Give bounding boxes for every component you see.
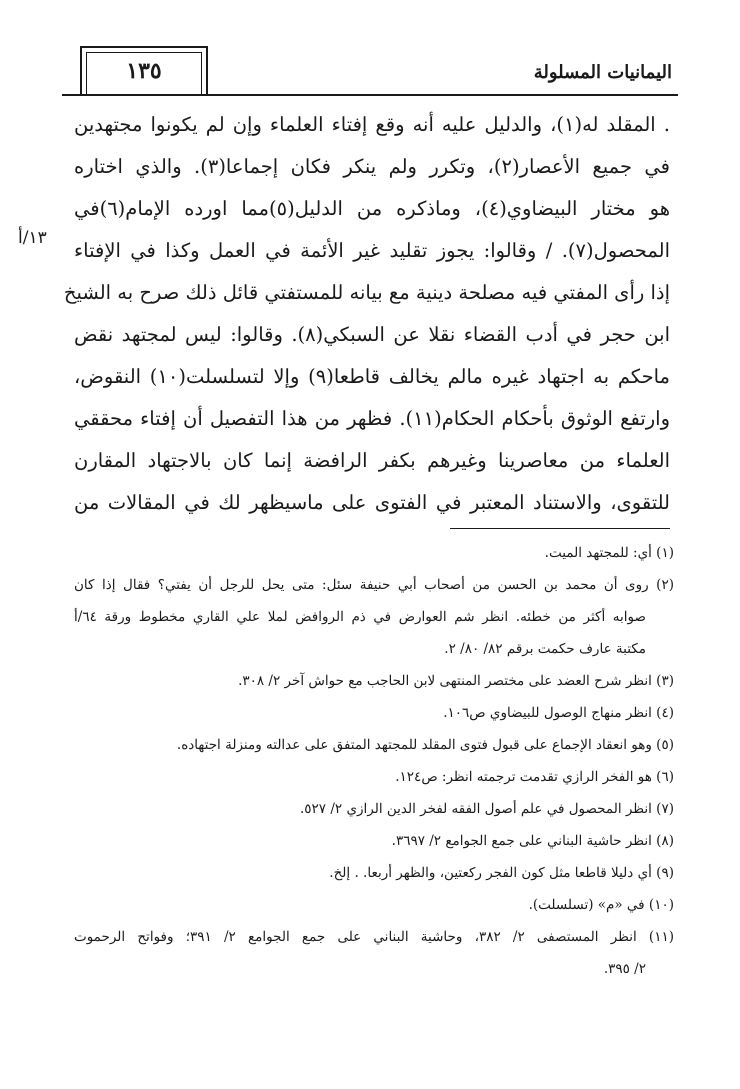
text-line: المحصول(٧). / وقالوا: يجوز تقليد غير الأئمة في العمل وكذا في الإفتاء: [74, 239, 670, 262]
footnote-2-cont: مكتبة عارف حكمت برقم ٨٢/ ٨٠/ ٢.: [444, 641, 646, 657]
footnote-7: (٧) انظر المحصول في علم أصول الفقه لفخر الدين الرازي ٢/ ٥٢٧.: [299, 801, 674, 817]
text-line: وارتفع الوثوق بأحكام الحكام(١١). فظهر من هذا التفصيل أن إفتاء محققي: [74, 407, 670, 430]
footnote-4: (٤) انظر منهاج الوصول للبيضاوي ص١٠٦.: [443, 705, 674, 721]
footnote-10: (١٠) في «م» (تسلسلت).: [528, 897, 674, 913]
footnote-3: (٣) انظر شرح العضد على مختصر المنتهى لابن الحاجب مع حواش آخر ٢/ ٣٠٨.: [238, 673, 674, 689]
text-line: ماحكم به اجتهاد غيره مالم يخالف قاطعا(٩) وإلا لتسلسلت(١٠) النقوض،: [74, 365, 671, 388]
text-line: . المقلد له(١)، والدليل عليه أنه وقع إفتاء العلماء وإن لم يكونوا مجتهدين: [74, 113, 670, 136]
page-number-frame: [80, 46, 208, 94]
text-line: هو مختار البيضاوي(٤)، وماذكره من الدليل(٥)مما اورده الإمام(٦)في: [74, 197, 670, 220]
page-header: [62, 46, 678, 96]
footnote-11-cont: ٢/ ٣٩٥.: [603, 961, 646, 977]
footnote-2: (٢) روى أن محمد بن الحسن من أصحاب أبي حنيفة سئل: متى يحل للرجل أن يفتي؟ فقال إذا كان: [74, 577, 674, 593]
footnote-9: (٩) أي دليلا قاطعا مثل كون الفجر ركعتين، والظهر أربعا. . إلخ.: [329, 865, 674, 881]
page-number: ١٣٥: [126, 58, 162, 84]
text-line: العلماء من معاصرينا وغيرهم بكفر الرافضة إنما كان بالاجتهاد المقارن: [74, 449, 670, 472]
footnotes: [74, 537, 674, 985]
footnote-5: (٥) وهو انعقاد الإجماع على قبول فتوى المقلد للمجتهد المتفق على عدالته ومنزلة اجتهاده.: [176, 737, 674, 753]
footnote-separator: [450, 528, 670, 529]
footnote-2-cont: صوابه أكثر من خطئه. انظر شم العوارض في ذم الروافض لملا علي القاري مخطوط ورقة ٦٤/أ: [74, 609, 646, 625]
footnote-11: (١١) انظر المستصفى ٢/ ٣٨٢، وحاشية البناني على جمع الجوامع ٢/ ٣٩١؛ وفواتح الرحموت: [74, 929, 674, 945]
text-line: في جميع الأعصار(٢)، وتكرر ولم ينكر فكان إجماعا(٣). والذي اختاره: [74, 155, 670, 178]
text-line: إذا رأى المفتي فيه مصلحة دينية مع بيانه للمستفتي قائل ذلك صرح به الشيخ: [63, 281, 670, 304]
main-text: [63, 104, 671, 524]
footnote-8: (٨) انظر حاشية البناني على جمع الجوامع ٢/ ٣٦٩٧.: [391, 833, 674, 849]
text-line: ابن حجر في أدب القضاء نقلا عن السبكي(٨). وقالوا: ليس لمجتهد نقض: [74, 323, 671, 346]
manuscript-folio-marker: ١٣/أ: [18, 228, 47, 248]
running-title: اليمانيات المسلولة: [533, 62, 672, 83]
footnote-1: (١) أي: للمجتهد الميت.: [544, 545, 674, 561]
footnote-6: (٦) هو الفخر الرازي تقدمت ترجمته انظر: ص١٢٤.: [395, 769, 674, 785]
text-line: للتقوى، والاستناد المعتبر في الفتوى على ماسيظهر لك في المقالات من: [74, 491, 670, 514]
